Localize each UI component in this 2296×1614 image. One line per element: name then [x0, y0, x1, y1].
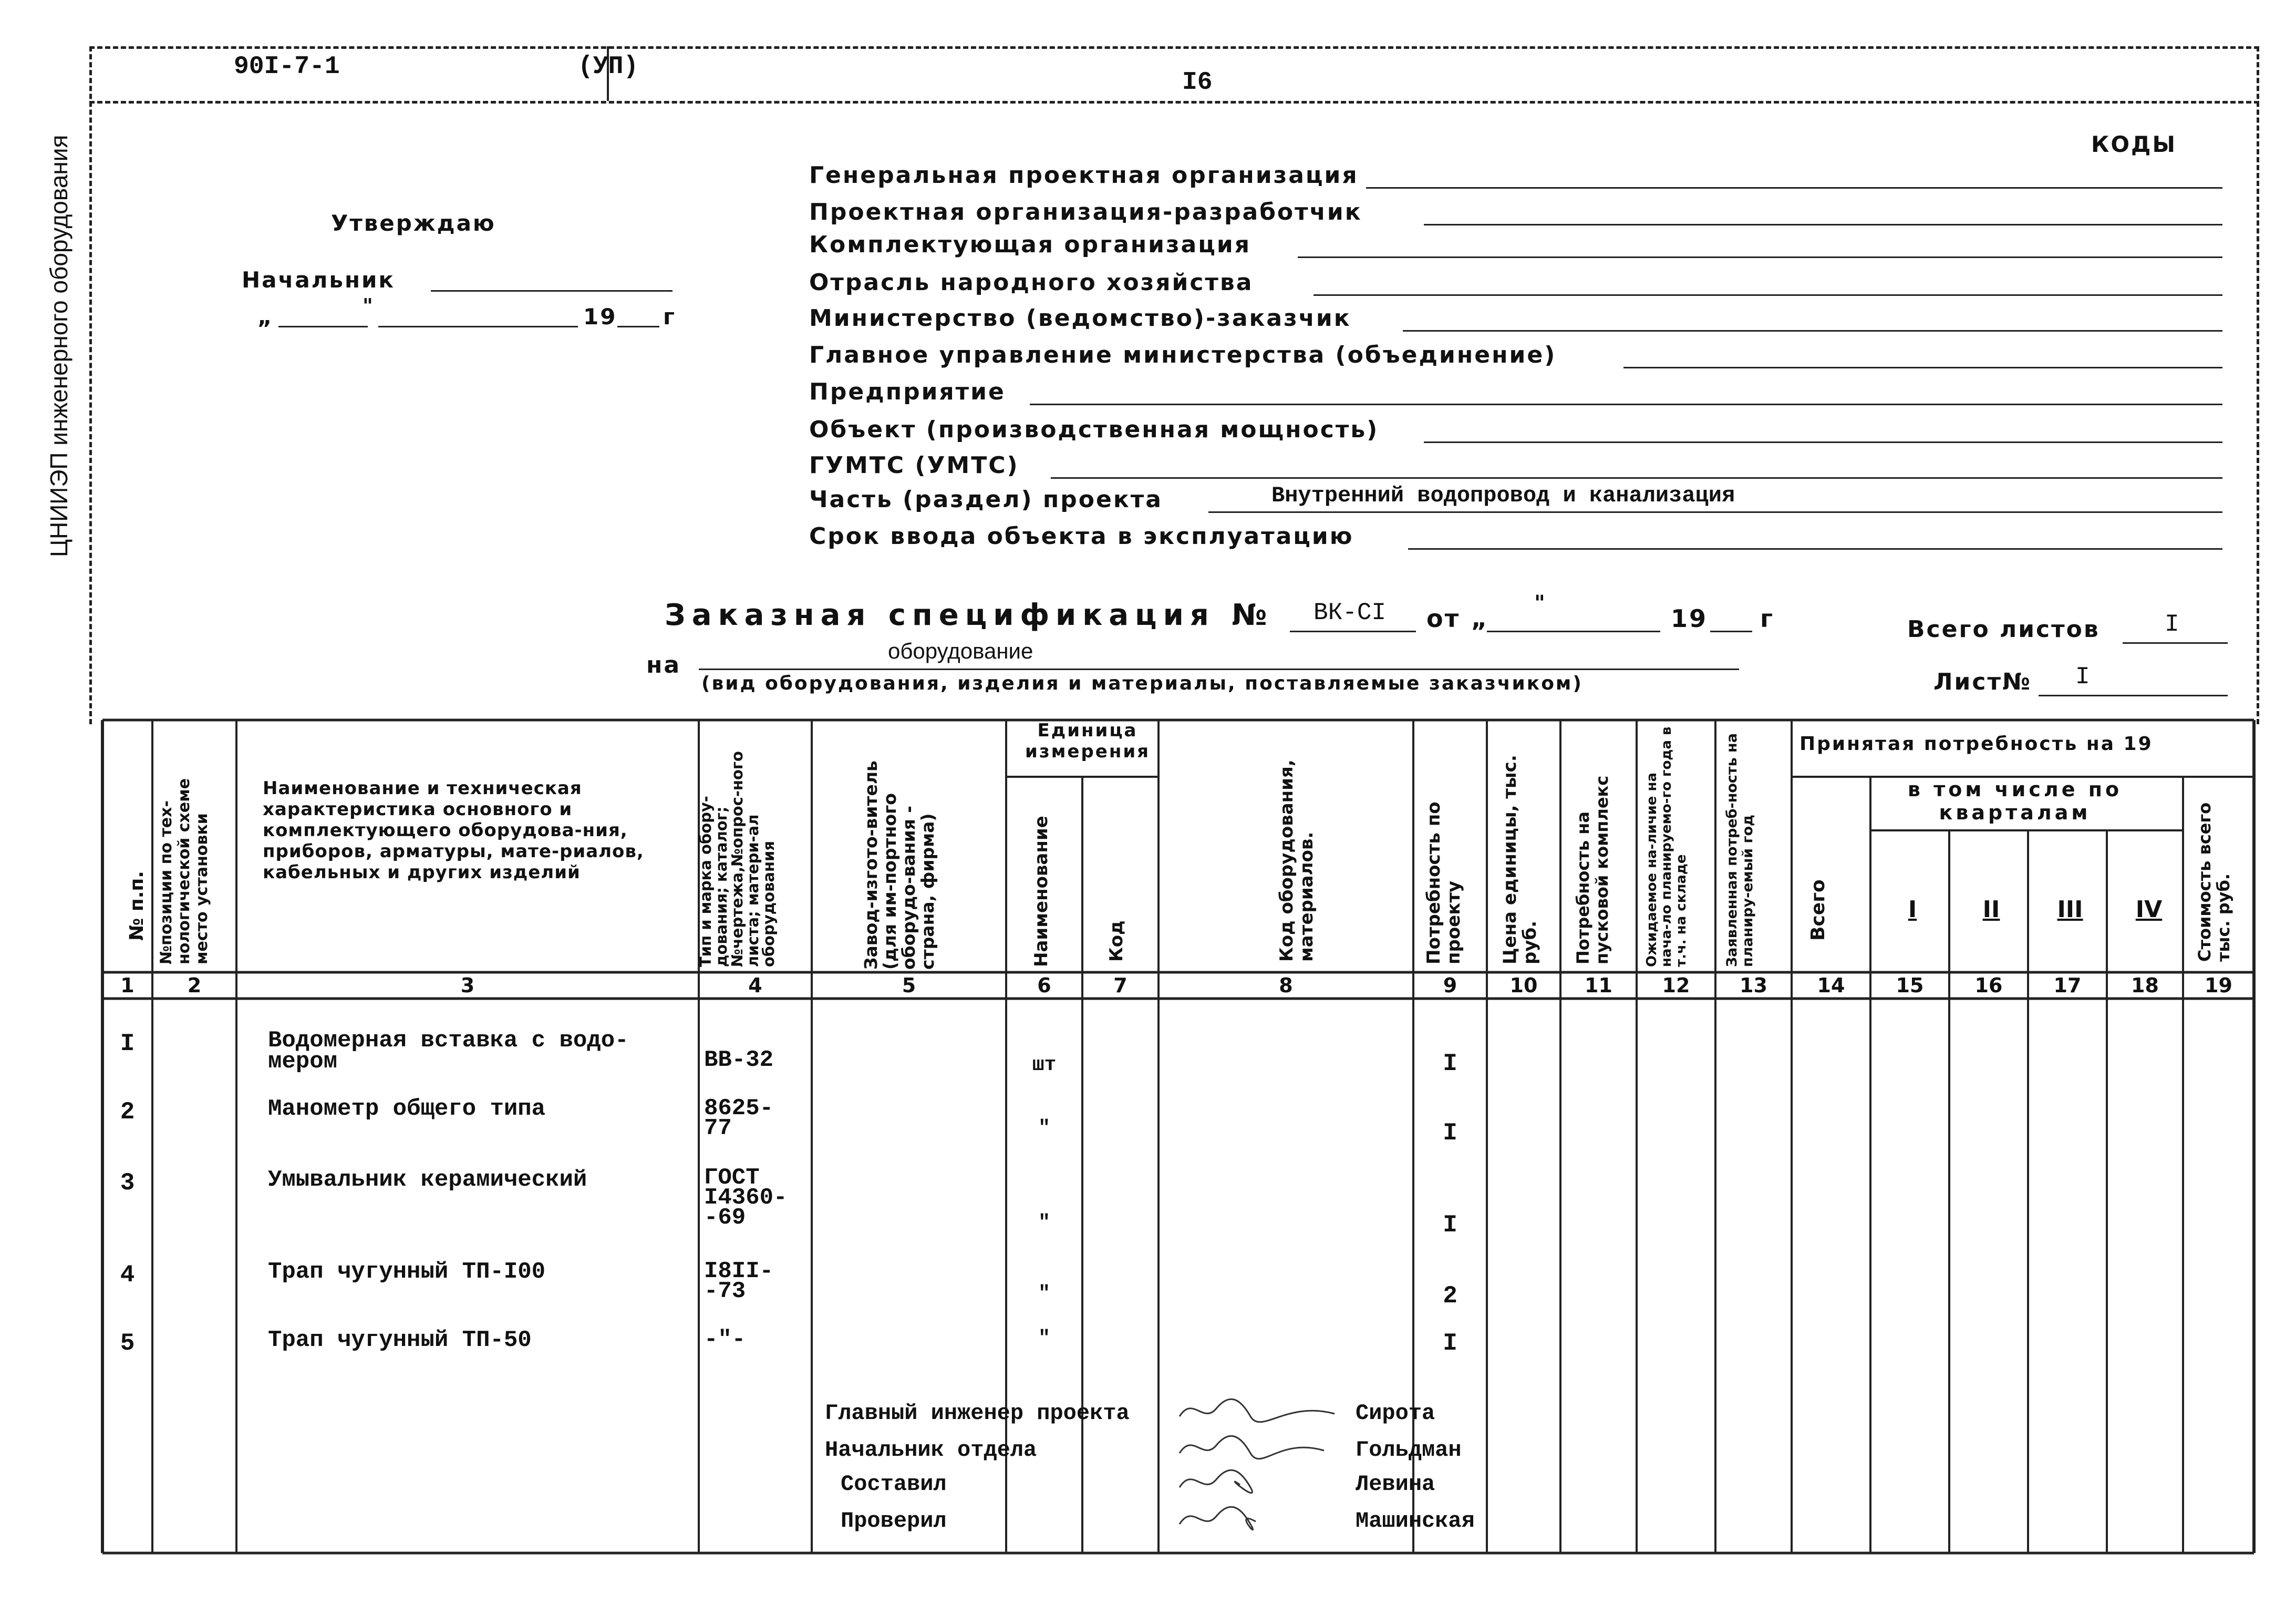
field-label: Главное управление министерства (объединение) [809, 342, 1557, 368]
header-expected-stock-text: Ожидаемое на-личие на нача-ло планируемо-го года в т.ч. на складе [1644, 726, 1689, 967]
field-value: Внутренний водопровод и канализация [1271, 483, 1735, 508]
column-number: 7 [1113, 974, 1128, 997]
row-qty: I [1443, 1211, 1457, 1239]
signature-name: Машинская [1356, 1508, 1475, 1534]
sheet-value: I [2075, 663, 2090, 691]
column-number: 14 [1817, 974, 1845, 997]
header-startup-need [1574, 733, 1611, 964]
column-number: 4 [748, 974, 762, 997]
signature-name: Левина [1356, 1472, 1435, 1497]
codes-label: КОДЫ [2091, 131, 2177, 157]
handwritten-signature [1177, 1430, 1345, 1466]
field-label: Срок ввода объекта в эксплуатацию [809, 523, 1354, 550]
column-number: 9 [1443, 974, 1457, 997]
header-type-brand [698, 720, 777, 967]
header-total: Всего [1807, 879, 1829, 941]
handwritten-signature [1177, 1464, 1345, 1500]
header-unit-group-text: Единица измерения [1025, 720, 1150, 762]
column-number: 11 [1585, 974, 1612, 997]
header-type-brand-text: Тип и марка обору-дования; каталог; №чертежа,№опрос-ного листа; матери-ал оборудования [697, 751, 778, 967]
row-type: I8II- -73 [704, 1258, 774, 1304]
column-number: 18 [2131, 974, 2159, 997]
field-label: ГУМТС (УМТС) [809, 452, 1019, 479]
spec-number: ВК-CI [1314, 599, 1387, 626]
column-number: 16 [1974, 974, 2003, 997]
approve-date-prefix: „ [257, 304, 274, 330]
row-type: ВВ-32 [704, 1047, 774, 1073]
field-label: Министерство (ведомство)-заказчик [809, 305, 1351, 332]
spec-subject-caption: (вид оборудования, изделия и материалы, поставляемые заказчиком) [701, 673, 1583, 694]
header-quarter-2: II [1982, 896, 2000, 923]
field-label: Генеральная проектная организация [809, 162, 1359, 189]
header-expected-stock [1645, 725, 1689, 967]
spec-from: от [1426, 604, 1461, 633]
column-number: 1 [120, 974, 135, 997]
spec-date-prefix: „ [1471, 604, 1489, 633]
column-number: 6 [1037, 974, 1051, 997]
approve-year-suffix: г [663, 304, 676, 330]
row-qty: 2 [1443, 1282, 1457, 1310]
row-type: ГОСТ I4360- -69 [704, 1165, 788, 1231]
row-name: Водомерная вставка с водо- мером [268, 1027, 629, 1075]
signature-role: Главный инженер проекта [825, 1401, 1130, 1426]
header-name-description [263, 778, 683, 883]
header-unit-name: Наименование [1031, 816, 1052, 967]
header-declared-need-text: Заявленная потреб-ность на планиру-емый год [1724, 733, 1756, 967]
signature-role: Начальник отдела [825, 1437, 1037, 1463]
handwritten-signature [1177, 1393, 1345, 1430]
approve-title: Утверждаю [331, 210, 496, 236]
header-unit-code: Код [1106, 920, 1127, 962]
field-label: Часть (раздел) проекта [809, 486, 1163, 513]
header-project-need [1424, 733, 1464, 964]
row-name: Манометр общего типа [268, 1096, 546, 1122]
column-number: 10 [1509, 974, 1538, 997]
column-number: 15 [1896, 974, 1924, 997]
spec-year-prefix: 19 [1671, 604, 1708, 633]
total-sheets-value: I [2165, 611, 2179, 638]
row-number: 4 [120, 1261, 135, 1289]
header-quarters-group-text: в том числе по кварталам [1907, 778, 2123, 824]
header-unit-group [1011, 720, 1164, 762]
row-number: 5 [120, 1330, 135, 1357]
spec-date-quote: " [1534, 591, 1547, 615]
row-name: Трап чугунный ТП-50 [268, 1327, 532, 1353]
sheet-label: Лист№ [1933, 669, 2032, 695]
header-manufacturer [862, 738, 937, 970]
header-position [158, 733, 211, 964]
header-quarter-3: III [2057, 896, 2083, 923]
header-unit-price [1500, 733, 1540, 964]
header-quarter-4: IV [2135, 896, 2163, 923]
row-name: Трап чугунный ТП-I00 [268, 1259, 546, 1285]
header-accepted-group: Принятая потребность на 19 [1799, 733, 2153, 755]
total-sheets-label: Всего листов [1907, 616, 2100, 643]
column-number: 12 [1662, 974, 1690, 997]
row-unit: " [1038, 1117, 1050, 1139]
signature-name: Сирота [1356, 1401, 1435, 1426]
field-label: Комплектующая организация [809, 231, 1251, 258]
side-caption: ЦНИИЭП инженерного оборудования [45, 135, 73, 557]
column-number: 8 [1279, 974, 1293, 997]
row-type: -"- [704, 1327, 746, 1353]
row-qty: I [1443, 1119, 1457, 1147]
column-number: 3 [460, 974, 475, 997]
signature-role: Составил [841, 1472, 947, 1497]
row-unit: " [1038, 1211, 1050, 1234]
header-total-cost-text: Стоимость всего тыс. руб. [2195, 802, 2233, 962]
row-unit: шт [1032, 1054, 1057, 1076]
stage-code: (УП) [578, 53, 639, 81]
column-number: 19 [2205, 974, 2232, 997]
header-total-cost [2195, 773, 2233, 962]
header-quarters-group [1878, 778, 2152, 824]
row-number: I [120, 1030, 135, 1057]
header-startup-need-text: Потребность на пусковой комплекс [1573, 775, 1612, 964]
header-unit-price-text: Цена единицы, тыс. руб. [1499, 755, 1540, 964]
field-label: Проектная организация-разработчик [809, 199, 1362, 225]
column-number: 17 [2053, 974, 2082, 997]
header-project-need-text: Потребность по проекту [1423, 801, 1464, 964]
row-name: Умывальник керамический [268, 1167, 587, 1193]
row-number: 2 [120, 1098, 135, 1126]
column-number: 13 [1740, 974, 1767, 997]
field-label: Отрасль народного хозяйства [809, 269, 1254, 296]
field-label: Объект (производственная мощность) [809, 416, 1379, 443]
page-number: I6 [1182, 68, 1213, 97]
spec-on-label: на [646, 652, 681, 679]
spec-subject: оборудование [888, 639, 1033, 663]
header-quarter-1: I [1908, 896, 1917, 923]
column-number: 5 [902, 974, 916, 997]
doc-code: 90I-7-1 [234, 53, 340, 81]
row-type: 8625- 77 [704, 1095, 774, 1142]
header-material-code-text: Код оборудования, материалов. [1276, 759, 1317, 962]
row-unit: " [1038, 1282, 1050, 1305]
approve-year-prefix: 19 [583, 304, 617, 330]
signature-name: Гольдман [1356, 1437, 1462, 1463]
row-unit: " [1038, 1327, 1050, 1350]
column-number: 2 [187, 974, 202, 997]
signature-role: Проверил [841, 1508, 947, 1534]
approve-date-quote: " [363, 294, 375, 317]
header-row-number: № п.п. [126, 871, 148, 941]
handwritten-signature [1177, 1500, 1345, 1537]
header-name-description-text: Наименование и техническая характеристика основного и комплектующего оборудова-ния, приборов, арматуры, мате-риалов, кабельных и других изделий [263, 778, 644, 883]
spec-year-suffix: г [1760, 604, 1775, 633]
row-qty: I [1443, 1330, 1457, 1357]
row-number: 3 [120, 1169, 135, 1197]
header-declared-need [1724, 725, 1756, 967]
field-label: Предприятие [809, 378, 1006, 405]
row-qty: I [1443, 1050, 1457, 1077]
spec-title: Заказная спецификация № [665, 598, 1274, 632]
header-manufacturer-text: Завод-изгото-витель (для им-портного оборудо-вания - страна, фирма) [861, 760, 938, 970]
header-position-text: №позиции по тех-нологической схеме место установки [157, 778, 211, 964]
header-material-code [1277, 715, 1317, 962]
approve-chief-label: Начальник [242, 267, 395, 293]
